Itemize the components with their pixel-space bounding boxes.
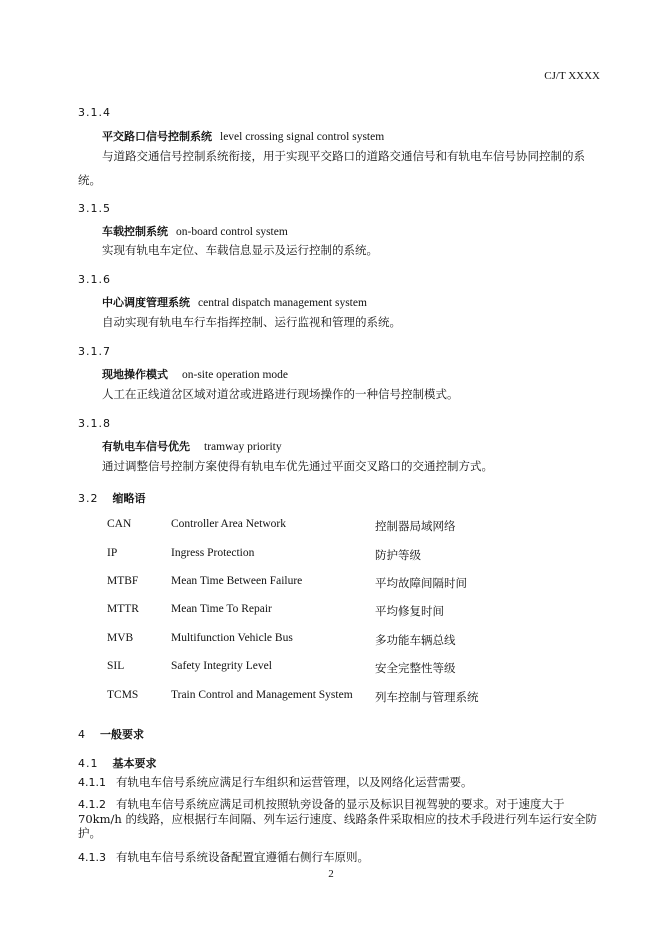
term-english: on-site operation mode (182, 369, 289, 381)
page-number: 2 (328, 868, 334, 880)
chapter-title: 一般要求 (100, 728, 144, 741)
abbreviation-full: Multifunction Vehicle Bus (171, 632, 293, 644)
abbreviation: MVB (107, 632, 134, 644)
abbreviation: IP (107, 547, 118, 559)
term-definition: 通过调整信号控制方案使得有轨电车优先通过平面交叉路口的交通控制方式。 (102, 459, 493, 473)
chapter-number: 4 (78, 728, 86, 741)
abbreviation: CAN (107, 518, 132, 530)
abbreviation-full: Safety Integrity Level (171, 660, 272, 672)
term-definition: 与道路交通信号控制系统衔接，用于实现平交路口的道路交通信号和有轨电车信号协同控制的系统。 (78, 149, 585, 187)
term-heading (102, 128, 384, 144)
clause-number: 4.1.3 (78, 851, 106, 864)
section-number: 3.2 (78, 492, 99, 505)
term-chinese: 有轨电车信号优先 (102, 440, 190, 453)
term-definition: 人工在正线道岔区域对道岔或进路进行现场操作的一种信号控制模式。 (102, 387, 459, 401)
clause-number: 4.1.1 (78, 776, 106, 789)
section-title: 基本要求 (112, 757, 157, 770)
term-english: on-board control system (176, 226, 288, 238)
clause-number: 4.1.2 (78, 798, 106, 811)
abbreviation-chinese: 平均故障间隔时间 (375, 576, 467, 590)
clause-text: 有轨电车信号系统设备配置宜遵循右侧行车原则。 (116, 850, 369, 864)
abbreviation-chinese: 多功能车辆总线 (375, 633, 456, 647)
clause-text: 有轨电车信号系统应满足行车组织和运营管理，以及网络化运营需要。 (116, 775, 473, 789)
abbreviation-full: Controller Area Network (171, 518, 286, 530)
clause-text: 有轨电车信号系统应满足司机按照轨旁设备的显示及标识目视驾驶的要求。对于速度大于70km/h 的线路，应根据行车间隔、列车运行速度、线路条件采取相应的技术手段进行列车运行安全防护。 (78, 797, 597, 840)
section-heading (78, 755, 157, 771)
abbreviation: MTTR (107, 603, 139, 615)
requirement-clause (78, 775, 602, 790)
term-chinese: 现地操作模式 (102, 368, 168, 381)
abbreviation-chinese: 控制器局域网络 (375, 519, 456, 533)
abbreviation-full: Mean Time Between Failure (171, 575, 303, 587)
term-chinese: 中心调度管理系统 (102, 296, 190, 309)
term-chinese: 车载控制系统 (102, 225, 168, 238)
standard-code: CJ/T XXXX (544, 70, 600, 82)
term-english: tramway priority (204, 441, 282, 453)
abbreviation-full: Mean Time To Repair (171, 603, 272, 615)
requirement-clause (78, 797, 602, 840)
term-heading (102, 294, 367, 310)
term-definition: 实现有轨电车定位、车载信息显示及运行控制的系统。 (102, 243, 378, 257)
abbreviation-chinese: 列车控制与管理系统 (375, 690, 479, 704)
abbreviation: SIL (107, 660, 125, 672)
term-heading (102, 366, 288, 382)
term-english: central dispatch management system (198, 297, 367, 309)
abbreviation-full: Train Control and Management System (171, 689, 353, 701)
abbreviation-chinese: 平均修复时间 (375, 604, 444, 618)
term-definition: 自动实现有轨电车行车指挥控制、运行监视和管理的系统。 (102, 315, 401, 329)
abbreviation: TCMS (107, 689, 139, 701)
chapter-heading (78, 726, 144, 742)
section-heading (78, 490, 146, 506)
term-chinese: 平交路口信号控制系统 (102, 130, 212, 143)
abbreviation-chinese: 安全完整性等级 (375, 661, 456, 675)
clause-number: 3.1.6 (78, 273, 111, 286)
term-heading (102, 438, 282, 454)
section-title: 缩略语 (112, 492, 146, 505)
term-heading (102, 223, 288, 239)
abbreviation: MTBF (107, 575, 139, 587)
requirement-clause (78, 850, 602, 865)
section-number: 4.1 (78, 757, 99, 770)
abbreviation-full: Ingress Protection (171, 547, 255, 559)
term-english: level crossing signal control system (220, 131, 385, 143)
abbreviation-chinese: 防护等级 (375, 548, 421, 562)
clause-number: 3.1.8 (78, 417, 111, 430)
clause-number: 3.1.5 (78, 202, 111, 215)
clause-number: 3.1.4 (78, 106, 111, 119)
clause-number: 3.1.7 (78, 345, 111, 358)
